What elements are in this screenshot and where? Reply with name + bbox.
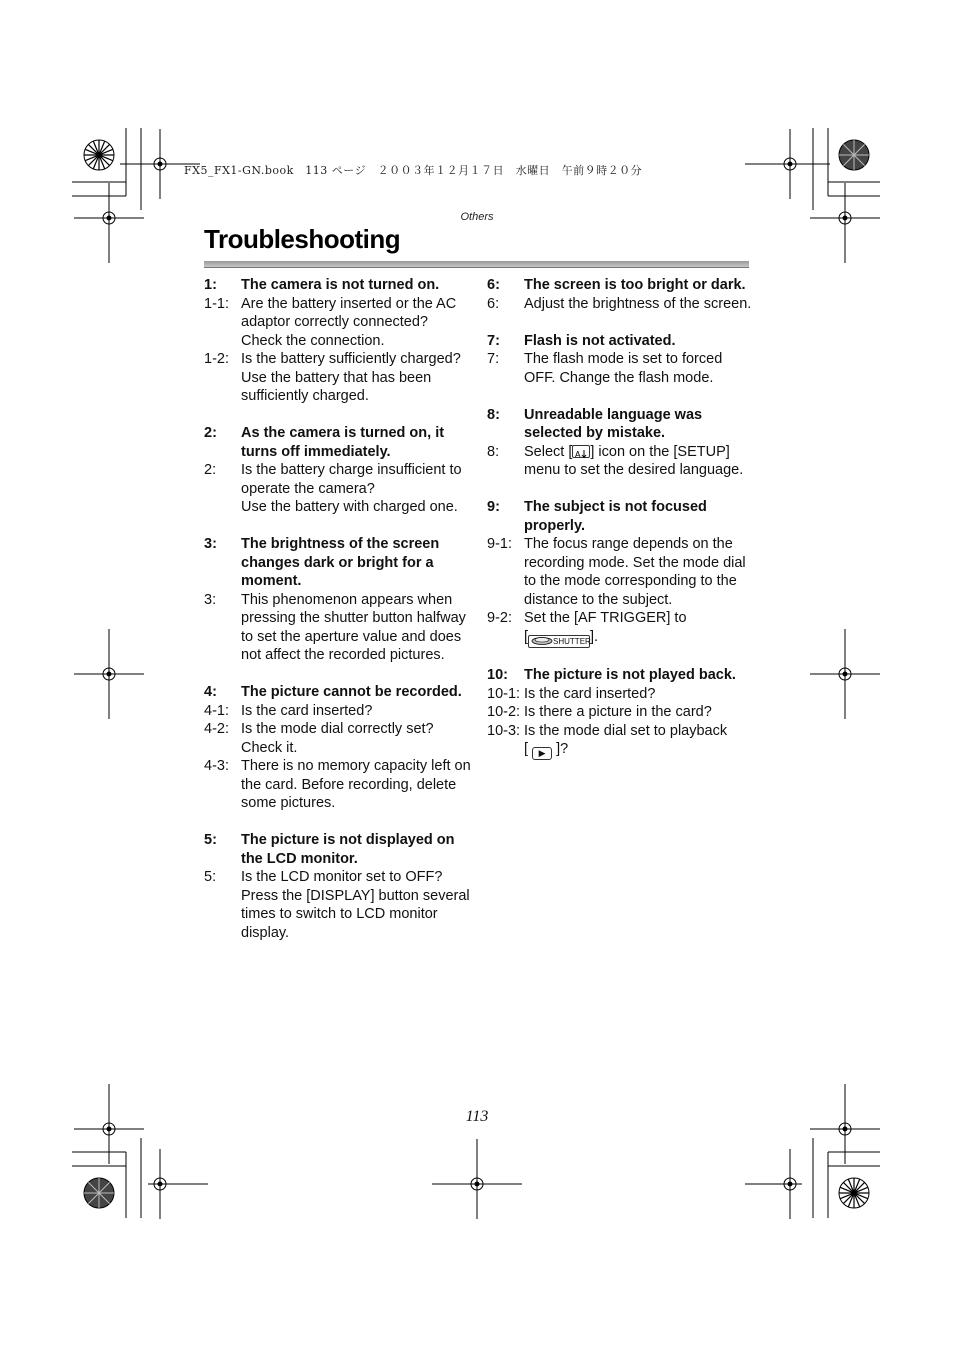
answer-number: 1-1: <box>204 295 229 312</box>
page-title: Troubleshooting <box>204 224 401 254</box>
shutter-icon <box>528 635 590 648</box>
title-rule <box>204 261 749 268</box>
answer-text: Set the [AF TRIGGER] to <box>524 610 687 626</box>
item-number: 1: <box>204 277 217 293</box>
item-number: 8: <box>487 406 500 423</box>
item-3 <box>204 535 472 665</box>
bracket-text: [ <box>524 628 529 645</box>
answer-text: Is the mode dial correctly set? Check it. <box>241 721 434 756</box>
answer-text: Is the battery charge insufficient to operate the camera? <box>241 462 462 497</box>
item-8 <box>487 406 752 480</box>
item-question: Flash is not activated. <box>524 332 676 349</box>
answer-text: Is the card inserted? <box>241 702 373 719</box>
item-question: As the camera is turned on, it turns off immediately. <box>241 425 445 460</box>
answer-number: 3: <box>204 591 217 608</box>
answer-number: 4-3: <box>204 758 229 774</box>
answer-number: 10-2: <box>487 704 521 720</box>
item-number: 7: <box>487 332 500 349</box>
svg-text:A: A <box>575 449 581 459</box>
item-number: 10: <box>487 667 508 683</box>
answer-number: 9-1: <box>487 536 512 552</box>
item-question: The brightness of the screen changes dark or bright for a moment. <box>241 536 440 589</box>
answer-text: This phenomenon appears when pressing the shutter button halfway to set the aperture value and does not affect the recorded pictures. <box>241 591 466 663</box>
item-number: 5: <box>204 832 217 848</box>
answer-text: There is no memory capacity left on the card. Before recording, delete some pictures. <box>241 758 471 811</box>
answer-number: 7: <box>487 351 500 367</box>
answer-text: Is there a picture in the card? <box>524 704 712 720</box>
language-icon <box>572 445 590 458</box>
answer-text: Use the battery with charged one. <box>241 499 458 515</box>
answer-number: 10-1: <box>487 685 521 702</box>
item-question: The screen is too bright or dark. <box>524 277 746 293</box>
item-5 <box>204 831 472 942</box>
answer-number: 8: <box>487 443 500 460</box>
answer-text: The focus range depends on the recording mode. Set the mode dial to the mode corresponding to the distance to the subject. <box>524 536 746 608</box>
item-question: The picture is not played back. <box>524 667 736 683</box>
answer-text: Is the LCD monitor set to OFF? Press the [DISPLAY] button several times to switch to LCD monitor display. <box>241 869 470 941</box>
answer-number: 6: <box>487 295 500 312</box>
item-number: 9: <box>487 499 500 515</box>
item-question: The subject is not focused properly. <box>524 499 707 534</box>
answer-number: 10-3: <box>487 722 521 739</box>
item-question: Unreadable language was selected by mistake. <box>524 406 703 441</box>
answer-text: Adjust the brightness of the screen. <box>524 295 752 312</box>
left-column <box>204 276 472 961</box>
answer-text: Is the mode dial set to playback <box>524 722 728 739</box>
item-2 <box>204 424 472 517</box>
answer-text: Select [ <box>524 443 573 460</box>
item-question: The picture is not displayed on the LCD monitor. <box>241 832 455 867</box>
answer-text: ]? <box>556 741 569 757</box>
shutter-icon-label: SHUTTER <box>553 636 591 646</box>
answer-number: 5: <box>204 869 217 885</box>
item-question: The camera is not turned on. <box>241 277 440 293</box>
item-number: 2: <box>204 425 217 441</box>
item-1 <box>204 276 472 406</box>
section-label: Others <box>460 211 494 223</box>
registration-target-icon <box>84 140 114 170</box>
item-number: 6: <box>487 277 500 293</box>
answer-number: 9-2: <box>487 610 512 626</box>
item-question: The picture cannot be recorded. <box>241 684 462 700</box>
answer-text: Are the battery inserted or the AC adaptor correctly connected? Check the connection. <box>241 295 457 349</box>
answer-text: ]. <box>590 628 599 645</box>
answer-number: 1-2: <box>204 351 229 367</box>
answer-text: Is the card inserted? <box>524 685 656 702</box>
item-4 <box>204 683 472 813</box>
right-column <box>487 276 752 779</box>
item-7 <box>487 332 752 388</box>
item-9 <box>487 498 752 648</box>
bracket-text: [ <box>524 741 529 757</box>
answer-text: Is the battery sufficiently charged? Use the battery that has been sufficiently charged. <box>241 351 461 404</box>
item-number: 4: <box>204 684 217 700</box>
answer-number: 4-1: <box>204 702 229 719</box>
answer-number: 2: <box>204 462 217 478</box>
playback-icon: ▶ <box>532 747 552 760</box>
answer-text: The flash mode is set to forced OFF. Change the flash mode. <box>524 351 723 386</box>
item-6 <box>487 276 752 313</box>
item-10 <box>487 666 752 760</box>
answer-text: ] icon on the [SETUP] menu to set the desired language. <box>524 443 744 478</box>
answer-number: 4-2: <box>204 721 229 737</box>
page-number: 113 <box>465 1108 489 1125</box>
item-number: 3: <box>204 536 217 552</box>
print-header: FX5_FX1-GN.book 113 ページ ２００３年１２月１７日 水曜日 午前９時２０分 <box>184 164 643 177</box>
